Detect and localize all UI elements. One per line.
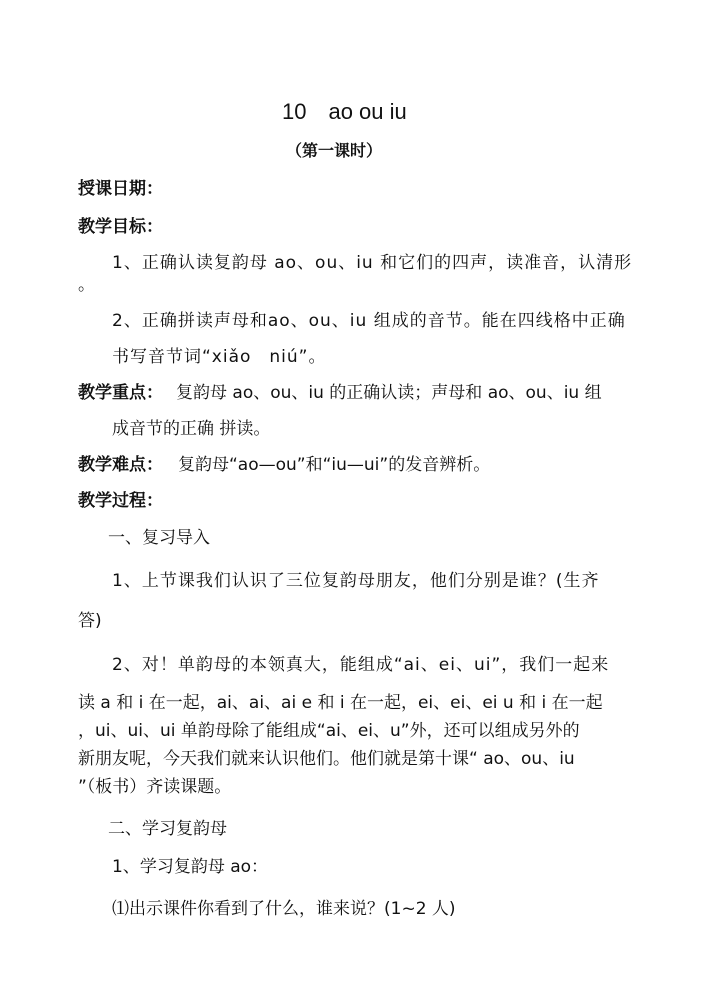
difficulty-label: 教学难点：	[78, 455, 163, 475]
paragraph-1-line-1: 1、上节课我们认识了三位复韵母朋友，他们分别是谁？(生齐	[112, 571, 600, 591]
lesson-title: 10 ao ou iu	[282, 99, 407, 124]
date-label: 授课日期：	[78, 179, 163, 199]
goal-2-line-2: 书写音节词“xiǎo niú”。	[112, 347, 327, 367]
goals-label: 教学目标：	[78, 217, 163, 237]
lesson-subtitle: （第一课时）	[286, 141, 383, 160]
key-points-label: 教学重点：	[78, 383, 163, 403]
paragraph-2-line-1: 2、对！单韵母的本领真大，能组成“ai、ei、ui”，我们一起来	[112, 655, 610, 675]
section-2-heading: 二、学习复韵母	[108, 819, 227, 839]
goal-2-line-1: 2、正确拼读声母和ao、ou、iu 组成的音节。能在四线格中正确	[112, 311, 626, 331]
process-label: 教学过程：	[78, 491, 163, 511]
paragraph-2-line-4: 新朋友呢，今天我们就来认识他们。他们就是第十课“ ao、ou、iu	[78, 749, 575, 769]
paragraph-2-line-3: ，ui、ui、ui 单韵母除了能组成“ai、ei、u”外，还可以组成另外的	[78, 721, 580, 741]
key-points-line-1: 复韵母 ao、ou、iu 的正确认读；声母和 ao、ou、iu 组	[176, 383, 602, 403]
paragraph-3: 1、学习复韵母 ao：	[112, 857, 269, 877]
paragraph-1-line-2: 答)	[78, 611, 102, 631]
paragraph-2-line-5: ”（板书）齐读课题。	[78, 777, 232, 797]
difficulty-text: 复韵母“ao—ou”和“iu—ui”的发音辨析。	[178, 455, 491, 475]
paragraph-2-line-2: 读 a 和 i 在一起，ai、ai、ai e 和 i 在一起，ei、ei、ei u 和 i 在一起	[78, 693, 603, 713]
goal-1-line-2: 。	[78, 275, 95, 295]
key-points-line-2: 成音节的正确 拼读。	[112, 419, 271, 439]
goal-1-line-1: 1、正确认读复韵母 ao、ou、iu 和它们的四声，读准音，认清形	[112, 253, 633, 273]
paragraph-4: ⑴出示课件你看到了什么，谁来说？(1~2 人)	[112, 899, 456, 919]
section-1-heading: 一、复习导入	[108, 528, 210, 548]
